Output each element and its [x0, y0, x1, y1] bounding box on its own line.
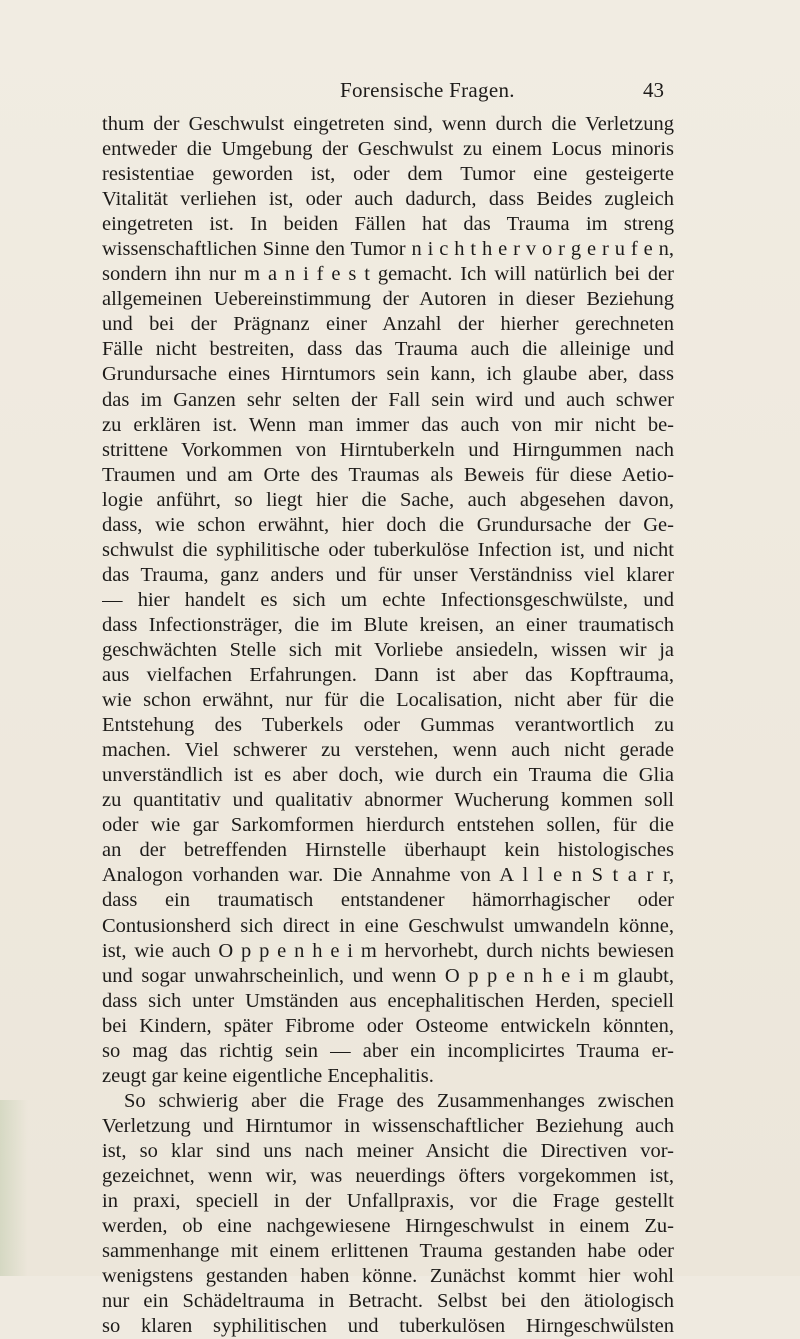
- text-line: gezeichnet, wenn wir, was neuerdings öfters vorgekommen ist,: [102, 1164, 674, 1187]
- page-edge-stain: [0, 1100, 28, 1276]
- page-number: 43: [643, 78, 664, 102]
- text-line: so mag das richtig sein — aber ein incomplicirtes Trauma er-: [102, 1039, 674, 1062]
- text-line: dass ein traumatisch entstandener hämorrhagischer oder: [102, 889, 674, 912]
- text-line: Contusionsherd sich direct in eine Geschwulst umwandeln könne,: [102, 914, 674, 937]
- text-line: und bei der Prägnanz einer Anzahl der hierher gerechneten: [102, 313, 674, 336]
- text-line: wenigstens gestanden haben könne. Zunächst kommt hier wohl: [102, 1265, 674, 1288]
- text-line: entweder die Umgebung der Geschwulst zu einem Locus minoris: [102, 138, 674, 161]
- text-line: dass, wie schon erwähnt, hier doch die Grundursache der Ge-: [102, 513, 674, 536]
- text-line: dass sich unter Umständen aus encephalitischen Herden, speciell: [102, 989, 674, 1012]
- text-line: Verletzung und Hirntumor in wissenschaftlicher Beziehung auch: [102, 1114, 674, 1137]
- text-line: Fälle nicht bestreiten, dass das Trauma auch die alleinige und: [102, 338, 674, 361]
- text-line: in praxi, speciell in der Unfallpraxis, vor die Frage gestellt: [102, 1190, 674, 1213]
- text-line: und sogar unwahrscheinlich, und wenn O p p e n h e i m glaubt,: [102, 964, 674, 987]
- text-line: ist, wie auch O p p e n h e i m hervorhebt, durch nichts bewiesen: [102, 939, 674, 962]
- text-line: oder wie gar Sarkomformen hierdurch entstehen sollen, für die: [102, 814, 674, 837]
- text-line: wissenschaftlichen Sinne den Tumor n i c h t h e r v o r g e r u f e n,: [102, 238, 674, 261]
- text-line: nur ein Schädeltrauma in Betracht. Selbst bei den ätiologisch: [102, 1290, 674, 1313]
- body-text: [102, 112, 674, 1339]
- text-line: thum der Geschwulst eingetreten sind, wenn durch die Verletzung: [102, 113, 674, 135]
- text-line: resistentiae geworden ist, oder dem Tumor eine gesteigerte: [102, 163, 674, 186]
- text-line: sammenhange mit einem erlittenen Trauma gestanden habe oder: [102, 1240, 674, 1263]
- text-line: bei Kindern, später Fibrome oder Osteome entwickeln könnten,: [102, 1014, 674, 1037]
- text-line: ist, so klar sind uns nach meiner Ansicht die Directiven vor-: [102, 1139, 674, 1162]
- text-line: — hier handelt es sich um echte Infectionsgeschwülste, und: [102, 588, 674, 611]
- text-line: Traumen und am Orte des Traumas als Beweis für diese Aetio-: [102, 463, 674, 486]
- text-line: schwulst die syphilitische oder tuberkulöse Infection ist, und nicht: [102, 538, 674, 561]
- text-line: an der betreffenden Hirnstelle überhaupt kein histologisches: [102, 839, 674, 862]
- text-line: wie schon erwähnt, nur für die Localisation, nicht aber für die: [102, 689, 674, 712]
- text-line: das Trauma, ganz anders und für unser Verständniss viel klarer: [102, 563, 674, 586]
- text-line: geschwächten Stelle sich mit Vorliebe ansiedeln, wissen wir ja: [102, 638, 674, 661]
- text-line: unverständlich ist es aber doch, wie durch ein Trauma die Glia: [102, 764, 674, 787]
- text-line: Entstehung des Tuberkels oder Gummas verantwortlich zu: [102, 714, 674, 737]
- text-line: Grundursache eines Hirntumors sein kann, ich glaube aber, dass: [102, 363, 674, 386]
- text-line: dass Infectionsträger, die im Blute kreisen, an einer traumatisch: [102, 613, 674, 636]
- text-line: sondern ihn nur m a n i f e s t gemacht. Ich will natürlich bei der: [102, 263, 674, 286]
- text-line: strittene Vorkommen von Hirntuberkeln und Hirngummen nach: [102, 438, 674, 461]
- running-title: Forensische Fragen.: [340, 78, 515, 102]
- text-line: zu quantitativ und qualitativ abnormer Wucherung kommen soll: [102, 789, 674, 812]
- paragraph-end-line: zeugt gar keine eigentliche Encephalitis.: [102, 1064, 434, 1087]
- text-line: machen. Viel schwerer zu verstehen, wenn auch nicht gerade: [102, 739, 674, 762]
- text-line: logie anführt, so liegt hier die Sache, auch abgesehen davon,: [102, 488, 674, 511]
- text-line: so klaren syphilitischen und tuberkulösen Hirngeschwülsten: [102, 1315, 674, 1338]
- text-line: eingetreten ist. In beiden Fällen hat das Trauma im streng: [102, 213, 674, 236]
- text-line: allgemeinen Uebereinstimmung der Autoren in dieser Beziehung: [102, 288, 674, 311]
- text-line: Vitalität verliehen ist, oder auch dadurch, dass Beides zugleich: [102, 188, 674, 211]
- paragraph-start-line: So schwierig aber die Frage des Zusammenhanges zwischen: [124, 1089, 674, 1112]
- text-line: Analogon vorhanden war. Die Annahme von A l l e n S t a r r,: [102, 864, 674, 887]
- text-line: aus vielfachen Erfahrungen. Dann ist aber das Kopftrauma,: [102, 664, 674, 687]
- text-line: werden, ob eine nachgewiesene Hirngeschwulst in einem Zu-: [102, 1215, 674, 1238]
- running-header: [0, 78, 800, 108]
- text-line: das im Ganzen sehr selten der Fall sein wird und auch schwer: [102, 388, 674, 411]
- text-line: zu erklären ist. Wenn man immer das auch von mir nicht be-: [102, 413, 674, 436]
